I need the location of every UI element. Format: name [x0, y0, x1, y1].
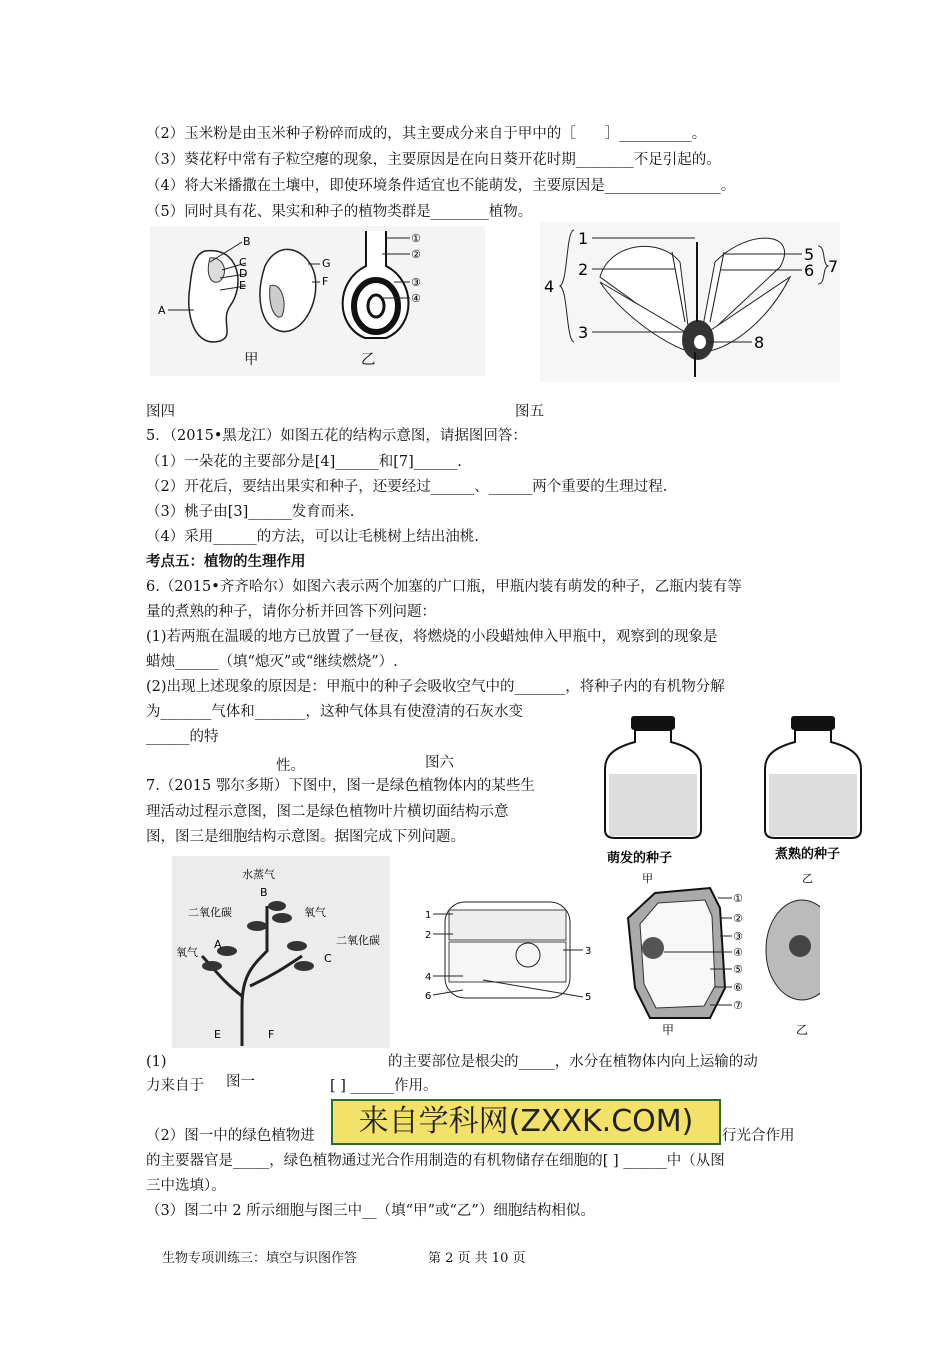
question-4-2: （2）玉米粉是由玉米种子粉碎而成的，其主要成分来自于甲中的［ ］__________。 [146, 126, 707, 142]
label-cooked-seeds: 煮熟的种子 [775, 847, 841, 862]
leaf [202, 961, 222, 971]
label-4: 4 [425, 972, 432, 983]
ovule [694, 335, 706, 349]
jar-jia-seeds [609, 774, 697, 836]
label-co2-right: 二氧化碳 [336, 934, 380, 947]
label-jia-bottom: 甲 [662, 1023, 675, 1037]
question-7-2-start: （2）图一中的绿色植物进 [146, 1128, 315, 1144]
label-7: 7 [828, 257, 839, 276]
label-1: ① [733, 892, 743, 905]
label-b: B [243, 235, 251, 248]
figure-1-plant [172, 856, 390, 1048]
caption-fig6: 图六 [425, 755, 454, 771]
question-4-4: （4）将大米播撒在土壤中，即使环境条件适宜也不能萌发，主要原因是________________。 [146, 178, 736, 194]
label-5: ⑤ [733, 963, 743, 976]
question-6-2-cont3: 性。 [276, 758, 305, 774]
question-6-2-cont: 为_______气体和_______，这种气体具有使澄清的石灰水变 [146, 704, 523, 720]
caption-yi: 乙 [361, 352, 376, 368]
label-a: A [158, 304, 166, 317]
label-g: G [322, 257, 331, 270]
label-1: ① [411, 232, 421, 245]
label-2: 2 [578, 260, 589, 279]
label-3: 3 [585, 946, 592, 957]
question-7-2-cont: 的主要器官是_____，绿色植物通过光合作用制造的有机物储存在细胞的[ ] ______中（从图 [146, 1153, 725, 1169]
question-7-cont: 理活动过程示意图，图二是绿色植物叶片横切面结构示意 [146, 804, 509, 820]
figure-4-seed-diagram [150, 226, 485, 376]
jar-yi-stopper [791, 716, 835, 730]
figure-1-bg [172, 856, 390, 1048]
palisade-layer [449, 910, 566, 940]
figure-3-cells [620, 868, 820, 1038]
label-e: E [214, 1028, 221, 1041]
question-6-2: (2)出现上述现象的原因是：甲瓶中的种子会吸收空气中的_______，将种子内的有机物分解 [146, 679, 725, 695]
leaf [247, 921, 267, 931]
question-4-3: （3）葵花籽中常有子粒空瘪的现象，主要原因是在向日葵开花时期________不足引起的。 [146, 152, 721, 168]
leaf [287, 941, 307, 951]
question-7-2-end: 行光合作用 [722, 1128, 795, 1144]
jar-yi [765, 716, 861, 838]
label-e: E [239, 279, 246, 292]
label-a: A [214, 938, 222, 951]
question-5-3: （3）桃子由[3]______发育而来. [146, 504, 355, 520]
question-4-5: （5）同时具有花、果实和种子的植物类群是________植物。 [146, 204, 533, 220]
label-4: ④ [733, 946, 743, 959]
label-d: D [239, 267, 248, 280]
question-5-1: （1）一朵花的主要部分是[4]______和[7]______. [146, 454, 462, 470]
question-5-4: （4）采用______的方法，可以让毛桃树上结出油桃. [146, 529, 479, 545]
watermark: 来自学科网(ZXXK.COM) [331, 1099, 721, 1145]
label-6: 6 [425, 991, 432, 1002]
question-5-2: （2）开花后，要结出果实和种子，还要经过______、______两个重要的生理过程. [146, 479, 668, 495]
question-7-cont2: 图，图三是细胞结构示意图。据图完成下列问题。 [146, 829, 465, 845]
caption-fig4: 图四 [146, 404, 175, 420]
label-4: ④ [411, 292, 421, 305]
label-6: 6 [804, 261, 815, 280]
figure-6-jars [595, 712, 870, 872]
label-3: ③ [411, 276, 421, 289]
figure-5-flower-diagram [540, 222, 840, 382]
leaf [268, 901, 286, 911]
label-yi-top: 乙 [802, 872, 813, 885]
jar-jia [605, 716, 701, 838]
question-7: 7.（2015 鄂尔多斯）下图中，图一是绿色植物体内的某些生 [146, 778, 535, 794]
label-5: 5 [804, 245, 815, 264]
caption-fig5: 图五 [515, 404, 544, 420]
question-6-cont: 量的煮熟的种子，请你分析并回答下列问题： [146, 604, 436, 620]
jar-yi-seeds [769, 774, 857, 836]
question-7-2-cont2: 三中选填）。 [146, 1178, 226, 1194]
label-jia-top: 甲 [642, 872, 653, 885]
question-7-1-cont-start: 力来自于 [146, 1078, 204, 1094]
leaf [272, 913, 292, 923]
label-3: 3 [578, 323, 589, 342]
label-4: 4 [544, 277, 555, 296]
question-6-2-cont2: ______的特 [146, 729, 219, 745]
label-c: C [324, 952, 332, 965]
label-b: B [260, 886, 268, 899]
footer-page: 第 2 页 共 10 页 [428, 1251, 526, 1266]
leaf [294, 961, 314, 971]
label-f: F [322, 275, 329, 288]
label-2: ② [733, 912, 743, 925]
label-sprouting-seeds: 萌发的种子 [607, 851, 673, 866]
label-f: F [268, 1028, 275, 1041]
plant-cell-nucleus [642, 937, 664, 959]
label-yi-bottom: 乙 [796, 1023, 809, 1037]
question-6-1: (1)若两瓶在温暖的地方已放置了一昼夜，将燃烧的小段蜡烛伸入甲瓶中，观察到的现象是 [146, 629, 718, 645]
label-co2-left: 二氧化碳 [188, 906, 232, 919]
footer-title: 生物专项训练三：填空与识图作答 [162, 1251, 358, 1266]
label-o2-right: 氧气 [304, 906, 326, 919]
ovule [368, 295, 384, 317]
figure-2-leaf-section [423, 900, 598, 1010]
question-6: 6.（2015•齐齐哈尔）如图六表示两个加塞的广口瓶，甲瓶内装有萌发的种子，乙瓶内装有等 [146, 579, 742, 595]
label-c: C [239, 256, 247, 269]
label-1: 1 [578, 229, 589, 248]
label-3: ③ [733, 930, 743, 943]
label-6: ⑥ [733, 981, 743, 994]
caption-jia: 甲 [244, 352, 259, 368]
label-7: ⑦ [733, 999, 743, 1012]
label-water-vapor: 水蒸气 [242, 868, 275, 881]
animal-cell-nucleus [789, 935, 811, 957]
label-1: 1 [425, 910, 432, 921]
label-5: 5 [585, 992, 592, 1003]
question-7-3: （3）图二中 2 所示细胞与图三中__（填“甲”或“乙”）细胞结构相似。 [146, 1203, 595, 1219]
jar-jia-stopper [631, 716, 675, 730]
question-6-1-cont: 蜡烛______（填“熄灭”或“继续燃烧”）. [146, 654, 398, 670]
label-2: 2 [425, 930, 432, 941]
caption-fig1: 图一 [226, 1074, 255, 1090]
label-2: ② [411, 248, 421, 261]
question-5: 5．（2015•黑龙江）如图五花的结构示意图，请据图回答： [146, 428, 527, 444]
section-heading: 考点五：植物的生理作用 [146, 553, 306, 570]
label-o2-left: 氧气 [176, 946, 198, 959]
question-7-1: 的主要部位是根尖的_____，水分在植物体内向上运输的动 [388, 1054, 758, 1070]
question-7-1-start: (1) [146, 1054, 167, 1070]
label-8: 8 [754, 333, 765, 352]
spongy-layer [449, 942, 566, 982]
question-7-1-cont: [ ] ______作用。 [330, 1078, 438, 1094]
